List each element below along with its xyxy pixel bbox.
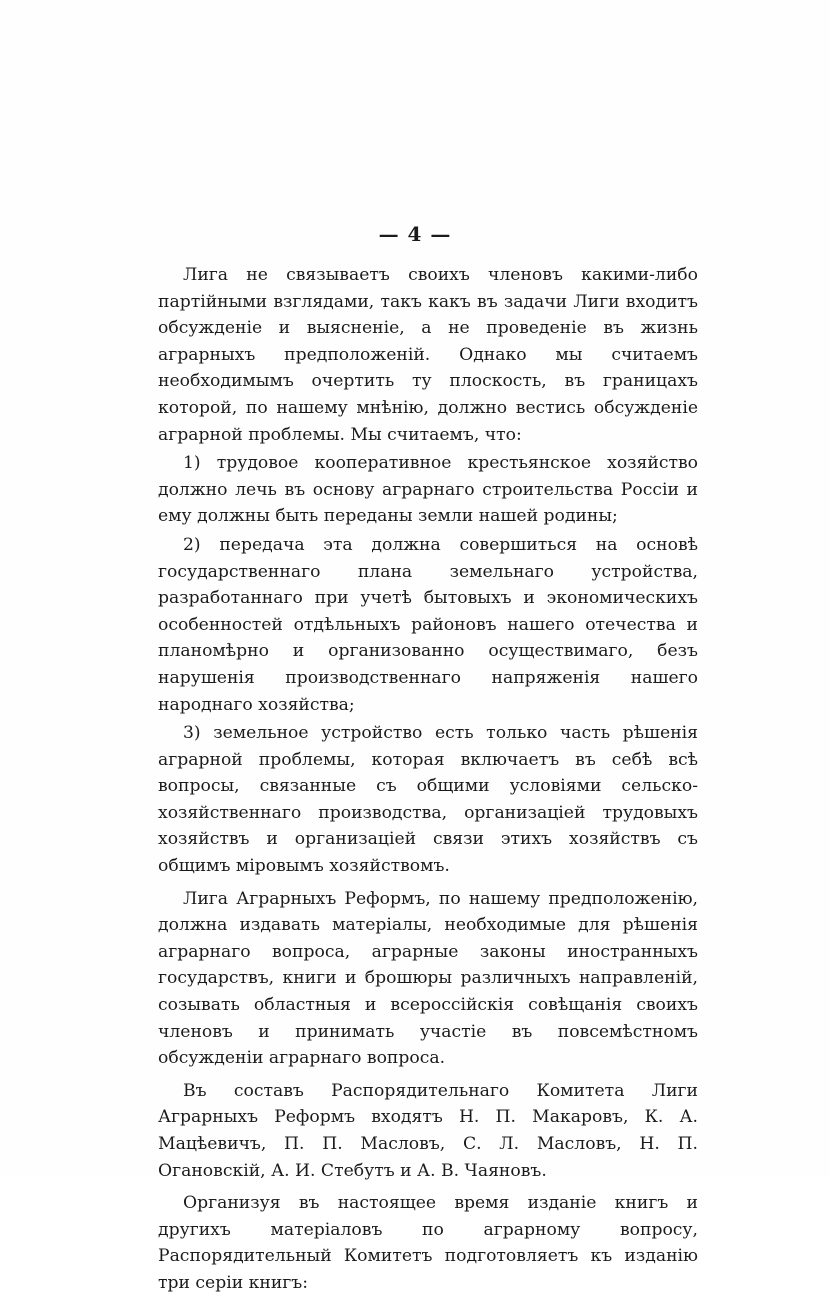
- paragraph-league-scope: Лига не связываетъ своихъ членовъ какими-либо партійными взглядами, такъ какъ въ задачи Лиги входитъ обсужденіе и выясненіе, а не проведеніе въ жизнь аграрныхъ предположеній. Однако мы считаемъ необходимымъ очертить ту плоскость, въ границахъ которой, по нашему мнѣнію, должно вестись обсужденіе аграрной проблемы. Мы считаемъ, что:: [158, 265, 698, 445]
- paragraph-book-series: Организуя въ настоящее время изданіе книгъ и другихъ матеріаловъ по аграрному вопросу, Распорядительный Комитетъ подготовляетъ къ изданію три серіи книгъ:: [158, 1193, 698, 1293]
- paragraph-committee-members: Въ составъ Распорядительнаго Комитета Лиги Аграрныхъ Реформъ входятъ Н. П. Макаровъ, К. А. Мацѣевичъ, П. П. Масловъ, С. Л. Масловъ, Н. П. Огановскій, А. И. Стебутъ и А. В. Чаяновъ.: [158, 1080, 698, 1181]
- paragraph-point-3: 3) земельное устройство есть только часть рѣшенія аграрной проблемы, которая включаетъ въ себѣ всѣ вопросы, связанные съ общими условіями сельско-хозяйственнаго производства, организаціей трудовыхъ хозяйствъ и организаціей связи этихъ хозяйствъ съ общимъ міровымъ хозяйствомъ.: [158, 723, 698, 877]
- body-text: [158, 262, 698, 1299]
- paragraph-point-2: 2) передача эта должна совершиться на основѣ государственнаго плана земельнаго устройства, разработаннаго при учетѣ бытовыхъ и экономическихъ особенностей отдѣльныхъ районовъ нашего отечества и планомѣрно и организованно осуществимаго, безъ нарушенія производственнаго напряженія нашего народнаго хозяйства;: [158, 534, 698, 715]
- paragraph-league-activities: Лига Аграрныхъ Реформъ, по нашему предположенію, должна издавать матеріалы, необходимые для рѣшенія аграрнаго вопроса, аграрные законы иностранныхъ государствъ, книги и брошюры различныхъ направленій, созывать областныя и всероссійскія совѣщанія своихъ членовъ и принимать участіе въ повсемѣстномъ обсужденіи аграрнаго вопроса.: [158, 888, 698, 1069]
- paragraph-point-1: 1) трудовое кооперативное крестьянское хозяйство должно лечь въ основу аграрнаго строительства Россіи и ему должны быть переданы земли нашей родины;: [158, 453, 698, 527]
- page-number: — 4 —: [378, 222, 452, 246]
